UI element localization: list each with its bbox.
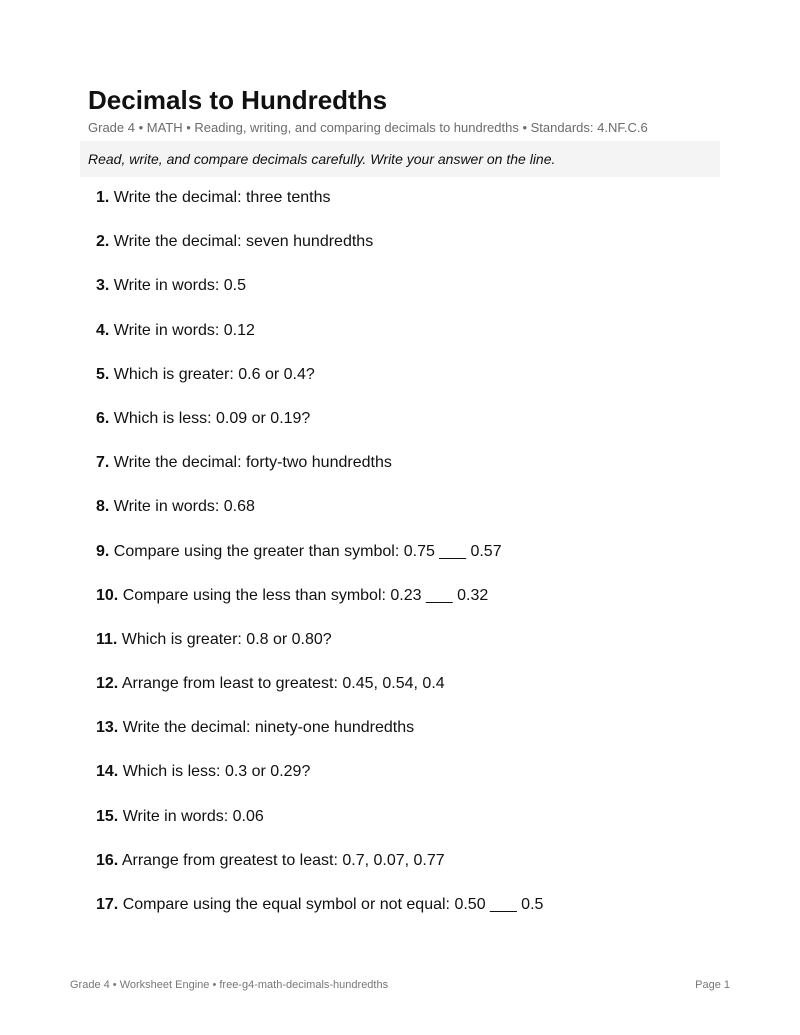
- question-item: [96, 496, 543, 540]
- worksheet-subtitle: Grade 4 • MATH • Reading, writing, and comparing decimals to hundredths • Standards: 4.NF.C.6: [88, 120, 648, 135]
- question-number: 17.: [96, 896, 119, 913]
- question-item: [96, 761, 543, 805]
- question-item: [96, 231, 543, 275]
- footer-info: Grade 4 • Worksheet Engine • free-g4-math-decimals-hundredths: [70, 979, 389, 991]
- question-text: Write the decimal: three tenths: [109, 189, 331, 206]
- question-item: [96, 541, 543, 585]
- question-number: 10.: [96, 586, 119, 604]
- question-item: [96, 408, 543, 452]
- question-text: Which is greater: 0.6 or 0.4?: [109, 365, 315, 383]
- question-number: 4.: [96, 321, 110, 339]
- question-text: Write in words: 0.68: [109, 498, 255, 516]
- question-text: Compare using the greater than symbol: 0.75 ___ 0.57: [109, 542, 502, 560]
- question-text: Which is greater: 0.8 or 0.80?: [117, 630, 332, 648]
- question-text: Compare using the equal symbol or not equal: 0.50 ___ 0.5: [118, 896, 544, 913]
- question-list: [96, 187, 543, 938]
- question-text: Which is less: 0.09 or 0.19?: [109, 409, 311, 427]
- worksheet-title: Decimals to Hundredths: [88, 85, 388, 115]
- question-number: 5.: [96, 365, 110, 383]
- question-number: 14.: [96, 763, 119, 781]
- question-number: 13.: [96, 719, 119, 737]
- question-text: Arrange from least to greatest: 0.45, 0.54, 0.4: [118, 675, 445, 693]
- question-item: [96, 320, 543, 364]
- question-item: [96, 629, 543, 673]
- question-number: 11.: [96, 630, 118, 648]
- question-text: Write in words: 0.5: [109, 277, 246, 295]
- question-text: Write in words: 0.06: [118, 807, 264, 825]
- question-text: Write the decimal: seven hundredths: [109, 233, 374, 251]
- question-item: [96, 275, 543, 319]
- instructions-box: Read, write, and compare decimals carefully. Write your answer on the line.: [80, 141, 720, 177]
- question-item: [96, 452, 543, 496]
- question-number: 1.: [96, 189, 110, 206]
- question-number: 8.: [96, 498, 110, 516]
- question-text: Write the decimal: ninety-one hundredths: [118, 719, 415, 737]
- question-number: 3.: [96, 277, 110, 295]
- question-number: 6.: [96, 409, 110, 427]
- question-text: Which is less: 0.3 or 0.29?: [118, 763, 311, 781]
- question-item: [96, 850, 543, 894]
- question-text: Write the decimal: forty-two hundredths: [109, 454, 392, 472]
- question-text: Write in words: 0.12: [109, 321, 255, 339]
- question-item: [96, 717, 543, 761]
- question-item: [96, 673, 543, 717]
- question-item: [96, 364, 543, 408]
- question-number: 16.: [96, 851, 119, 869]
- question-item: [96, 806, 543, 850]
- question-text: Compare using the less than symbol: 0.23 ___ 0.32: [118, 586, 489, 604]
- question-text: Arrange from greatest to least: 0.7, 0.07, 0.77: [118, 851, 445, 869]
- question-number: 2.: [96, 233, 110, 251]
- question-number: 12.: [96, 675, 119, 693]
- question-item: [96, 894, 543, 938]
- page-number: Page 1: [695, 979, 730, 991]
- question-number: 7.: [96, 454, 110, 472]
- question-item: [96, 187, 543, 231]
- question-number: 15.: [96, 807, 119, 825]
- question-item: [96, 585, 543, 629]
- question-number: 9.: [96, 542, 110, 560]
